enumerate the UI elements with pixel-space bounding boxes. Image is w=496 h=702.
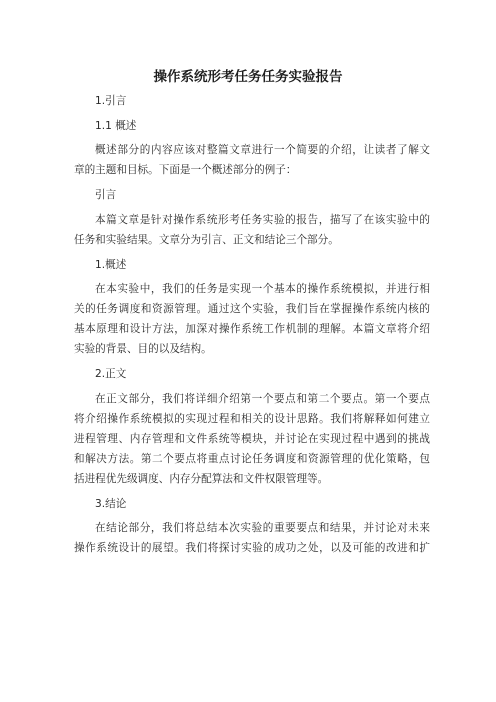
document-title: 操作系统形考任务任务实验报告: [153, 69, 343, 85]
paragraph-line: 在本实验中，我们的任务是实现一个基本的操作系统模拟，并进行相: [95, 283, 430, 295]
paragraph-line: 概述部分的内容应该对整篇文章进行一个简要的介绍，让读者了解文: [95, 144, 430, 156]
heading-body: 2.正文: [95, 368, 127, 380]
paragraph-line: 操作系统设计的展望。我们将探讨实验的成功之处，以及可能的改进和扩: [74, 542, 430, 554]
heading-overview: 1.1 概述: [95, 120, 137, 132]
paragraph-line: 章的主题和目标。下面是一个概述部分的例子：: [74, 164, 297, 176]
paragraph-line: 在结论部分，我们将总结本次实验的重要要点和结果，并讨论对未来: [95, 522, 430, 534]
paragraph-line: 在正文部分，我们将详细介绍第一个要点和第二个要点。第一个要点: [95, 393, 430, 405]
heading-overview-1: 1.概述: [95, 259, 127, 271]
paragraph-line: 实验的背景、目的以及结构。: [74, 343, 212, 355]
paragraph-line: 本篇文章是针对操作系统形考任务实验的报告，描写了在该实验中的: [95, 214, 430, 226]
heading-intro-example: 引言: [95, 189, 117, 201]
heading-introduction: 1.引言: [95, 95, 127, 107]
paragraph-line: 和解决方法。第二个要点将重点讨论任务调度和资源管理的优化策略，包: [74, 453, 430, 465]
paragraph-line: 任务和实验结果。文章分为引言、正文和结论三个部分。: [74, 234, 339, 246]
paragraph-line: 将介绍操作系统模拟的实现过程和相关的设计思路。我们将解释如何建立: [74, 413, 430, 425]
heading-conclusion: 3.结论: [95, 498, 127, 510]
paragraph-line: 关的任务调度和资源管理。通过这个实验，我们旨在掌握操作系统内核的: [74, 303, 430, 315]
paragraph-line: 括进程优先级调度、内存分配算法和文件权限管理等。: [74, 473, 329, 485]
paragraph-line: 进程管理、内存管理和文件系统等模块，并讨论在实现过程中遇到的挑战: [74, 433, 430, 445]
paragraph-line: 基本原理和设计方法，加深对操作系统工作机制的理解。本篇文章将介绍: [74, 323, 430, 335]
